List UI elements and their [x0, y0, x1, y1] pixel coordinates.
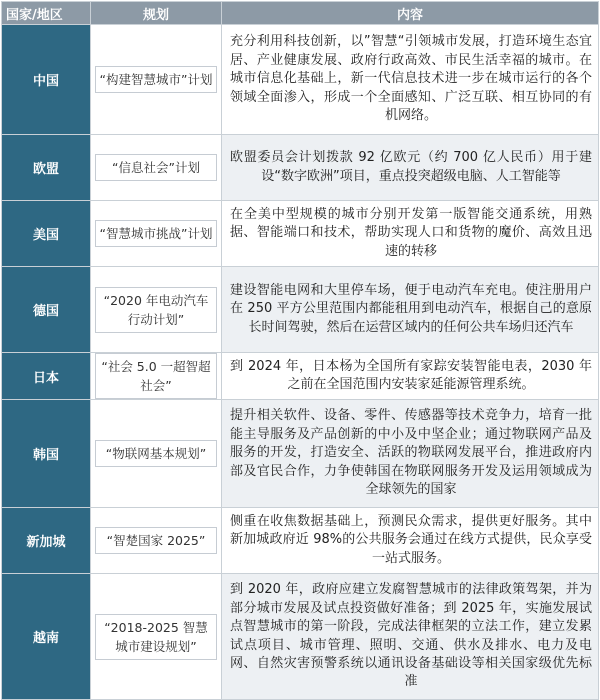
country-cell: 韩国: [2, 400, 91, 508]
plan-cell: [91, 400, 222, 508]
table-row: [2, 25, 599, 135]
content-cell: 在全美中型规模的城市分别开发第一版智能交通系统，用熟据、智能端口和技术，帮助实现人口和货物的魔价、高效且迅速的转移: [222, 201, 599, 267]
content-cell: 建设智能电网和大里停车场，便于电动汽车充电。使注册用户在 250 平方公里范围内都能租用到电动汽车，根据自己的意原长时间驾驶，然后在运营区域内的任何公共车场归还汽车: [222, 267, 599, 353]
table-row: [2, 508, 599, 574]
plan-label: “物联网基本规划”: [95, 440, 217, 467]
table-row: [2, 353, 599, 400]
content-cell: 欧盟委员会计划拨款 92 亿欧元（约 700 亿人民币）用于建设“数字欧洲”项目，重点投突超级电脑、人工智能等: [222, 135, 599, 201]
plan-label: “2018-2025 智慧城市建设规划”: [95, 614, 217, 660]
plan-label: “智慧城市挑战”计划: [95, 220, 217, 247]
content-cell: 到 2020 年，政府应建立发腐智慧城市的法律政策驾架，并为部分城市发展及试点投资做好准备；到 2025 年，实施发展试点智慧城市的第一阶段，完成法律框架的立法工作，建立发累试点项目、城市管理、照明、交通、供水及排水、电力及电网、自然灾害预警系统以通讯设备基础设等相关国家级优先标准: [222, 574, 599, 700]
plan-label: “构建智慧城市”计划: [95, 66, 217, 93]
country-cell: 中国: [2, 25, 91, 135]
plan-cell: [91, 353, 222, 400]
content-cell: 到 2024 年，日本杨为全国所有家踪安装智能电表，2030 年之前在全国范围内安装家延能源管理系统。: [222, 353, 599, 400]
table-row: [2, 135, 599, 201]
plan-cell: [91, 201, 222, 267]
country-cell: 新加城: [2, 508, 91, 574]
content-cell: 充分利用科技创新，以”智慧“引领城市发展，打造环境生态宜居、产业健康发展、政府行政高效、市民生活幸福的城市。在城市信息化基础上，新一代信息技术进一步在城市运行的各个领域全面渗入，形成一个全面感知、广泛互联、相互协同的有机网络。: [222, 25, 599, 135]
country-cell: 越南: [2, 574, 91, 700]
plan-label: “智楚国家 2025”: [95, 527, 217, 554]
plan-cell: [91, 574, 222, 700]
content-cell: 侧重在收焦数据基础上，预测民众需求，提供更好服务。其中新加城政府近 98%的公共服务会通过在线方式提供，民众享受一站式服务。: [222, 508, 599, 574]
plan-label: “2020 年电动汽车行动计划”: [95, 287, 217, 333]
content-cell: 提升相关软件、设备、零件、传感器等技术竞争力，培育一批能主导服务及产品创新的中小及中坚企业；通过物联网产品及服务的开发，打造安全、活跃的物联网发展平台，推进政府内部及官民合作，力争使韩国在物联网服务开发及运用领域成为全球领先的国家: [222, 400, 599, 508]
country-cell: 美国: [2, 201, 91, 267]
country-cell: 日本: [2, 353, 91, 400]
plan-label: “社会 5.0 一超智超社会”: [95, 353, 217, 399]
header-country: 国家/地区: [2, 2, 91, 25]
table-row: [2, 201, 599, 267]
table-header-row: [2, 2, 599, 25]
table-row: [2, 574, 599, 700]
country-cell: 德国: [2, 267, 91, 353]
table-row: [2, 400, 599, 508]
plan-cell: [91, 267, 222, 353]
table-row: [2, 267, 599, 353]
country-cell: 欧盟: [2, 135, 91, 201]
plan-cell: [91, 135, 222, 201]
plan-cell: [91, 25, 222, 135]
header-plan: 规划: [91, 2, 222, 25]
header-content: 内容: [222, 2, 599, 25]
plan-label: “信息社会”计划: [95, 154, 217, 181]
smart-city-policy-table: [1, 1, 599, 700]
plan-cell: [91, 508, 222, 574]
